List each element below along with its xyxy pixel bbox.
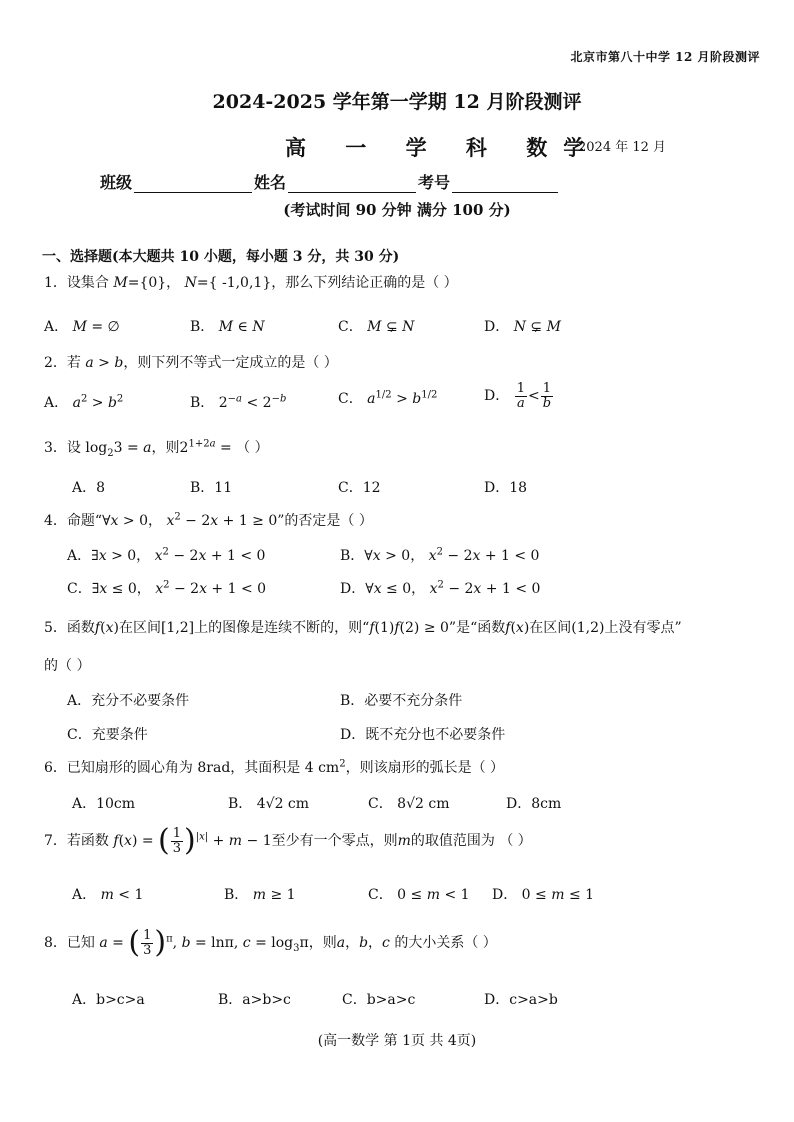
q8-option-d[interactable]: D．c>a>b: [484, 992, 558, 1008]
q4-option-b[interactable]: B．∀x > 0， $x^2 - 2x + 1 < 0$: [340, 546, 540, 564]
name-blank: [288, 174, 416, 193]
q6-option-c[interactable]: C． 8√2 cm: [368, 796, 450, 812]
q6-option-d[interactable]: D．8cm: [506, 796, 562, 812]
question-8: 8．已知 a = ( $\frac{1}{3}$ )$^\pi$, b = lnπ, $c = \log_3\pi$，则a，b，c 的大小关系（ ）: [44, 925, 497, 960]
q3-option-a[interactable]: A．8: [72, 480, 106, 496]
question-3: 3．设 $\log_23 = a$，则$2^{1+2a}$ = （ ）: [44, 438, 269, 459]
q1-option-b[interactable]: B． M ∈ N: [190, 319, 265, 335]
q7-option-c[interactable]: C． 0 ≤ m < 1: [368, 887, 470, 903]
exam-title: 2024-2025 学年第一学期 12 月阶段测评: [212, 91, 582, 113]
q3-option-b[interactable]: B．11: [190, 480, 233, 496]
question-7: 7．若函数 f(x) = ( $\frac{1}{3}$ )$^{|x|}$ + m − 1至少有一个零点，则m的取值范围为 （ ）: [44, 823, 532, 858]
page-footer: (高一数学 第 1页 共 4页): [317, 1033, 477, 1049]
q8-option-c[interactable]: C．b>a>c: [342, 992, 416, 1008]
id-blank: [452, 174, 558, 193]
q6-option-a[interactable]: A．10cm: [72, 796, 136, 812]
q5-option-c[interactable]: C．充要条件: [67, 727, 148, 743]
class-label: 班级: [100, 173, 133, 192]
q5-option-b[interactable]: B．必要不充分条件: [340, 693, 463, 709]
name-label: 姓名: [254, 173, 287, 192]
q5-option-a[interactable]: A．充分不必要条件: [67, 693, 190, 709]
q2-option-c[interactable]: C． $a^{1/2} > b^{1/2}$: [338, 389, 438, 407]
q3-option-c[interactable]: C．12: [338, 480, 381, 496]
question-2: 2．若 a > b，则下列不等式一定成立的是（ ）: [44, 355, 338, 371]
q4-option-d[interactable]: D．∀x ≤ 0， $x^2 - 2x + 1 < 0$: [340, 579, 541, 597]
id-label: 考号: [418, 173, 451, 192]
q8-option-b[interactable]: B．a>b>c: [218, 992, 291, 1008]
q8-option-a[interactable]: A．b>c>a: [72, 992, 145, 1008]
q7-option-b[interactable]: B． m ≥ 1: [224, 887, 296, 903]
question-5-cont: 的（ ）: [44, 658, 91, 674]
question-4: 4．命题“∀x > 0， $x^2 - 2x + 1 \ge 0$”的否定是（ ）: [44, 511, 373, 529]
q3-option-d[interactable]: D．18: [484, 480, 528, 496]
q1-option-a[interactable]: A． M = ∅: [44, 319, 120, 335]
q2-option-a[interactable]: A． $a^2 > b^2$: [44, 393, 124, 411]
question-6: 6．已知扇形的圆心角为 8rad，其面积是 4 $cm^2$，则该扇形的弧长是（ ）: [44, 758, 505, 776]
section-title: 一、选择题(本大题共 10 小题，每小题 3 分，共 30 分): [42, 249, 400, 265]
q6-option-b[interactable]: B． 4√2 cm: [228, 796, 310, 812]
q5-option-d[interactable]: D．既不充分也不必要条件: [340, 727, 506, 743]
q4-option-c[interactable]: C．∃x ≤ 0， $x^2 - 2x + 1 < 0$: [67, 579, 267, 597]
exam-time-note: (考试时间 90 分钟 满分 100 分): [283, 201, 511, 219]
class-blank: [134, 174, 252, 193]
exam-date: 2024 年 12 月: [578, 140, 667, 155]
question-1: 1．设集合 M={0}， N={ -1,0,1}，那么下列结论正确的是（ ）: [44, 275, 458, 291]
q2-option-d[interactable]: D． $\frac{1}{a}$ < $\frac{1}{b}$: [484, 381, 552, 411]
q1-option-c[interactable]: C． M ⊊ N: [338, 319, 415, 335]
student-info-row: [100, 170, 560, 193]
q2-option-b[interactable]: B． $2^{-a} < 2^{-b}$: [190, 393, 287, 411]
q7-option-a[interactable]: A． m < 1: [72, 887, 144, 903]
q7-option-d[interactable]: D． 0 ≤ m ≤ 1: [492, 887, 595, 903]
q1-option-d[interactable]: D． N ⊊ M: [484, 319, 561, 335]
question-5: 5．函数f(x)在区间[1,2]上的图像是连续不断的，则“f(1)f(2) ≥ 0”是“函数f(x)在区间(1,2)上没有零点”: [44, 620, 682, 636]
school-header: 北京市第八十中学 12 月阶段测评: [570, 50, 760, 64]
q4-option-a[interactable]: A．∃x > 0， $x^2 - 2x + 1 < 0$: [67, 546, 266, 564]
subject-title: 高 一 学 科 数学: [285, 135, 601, 160]
